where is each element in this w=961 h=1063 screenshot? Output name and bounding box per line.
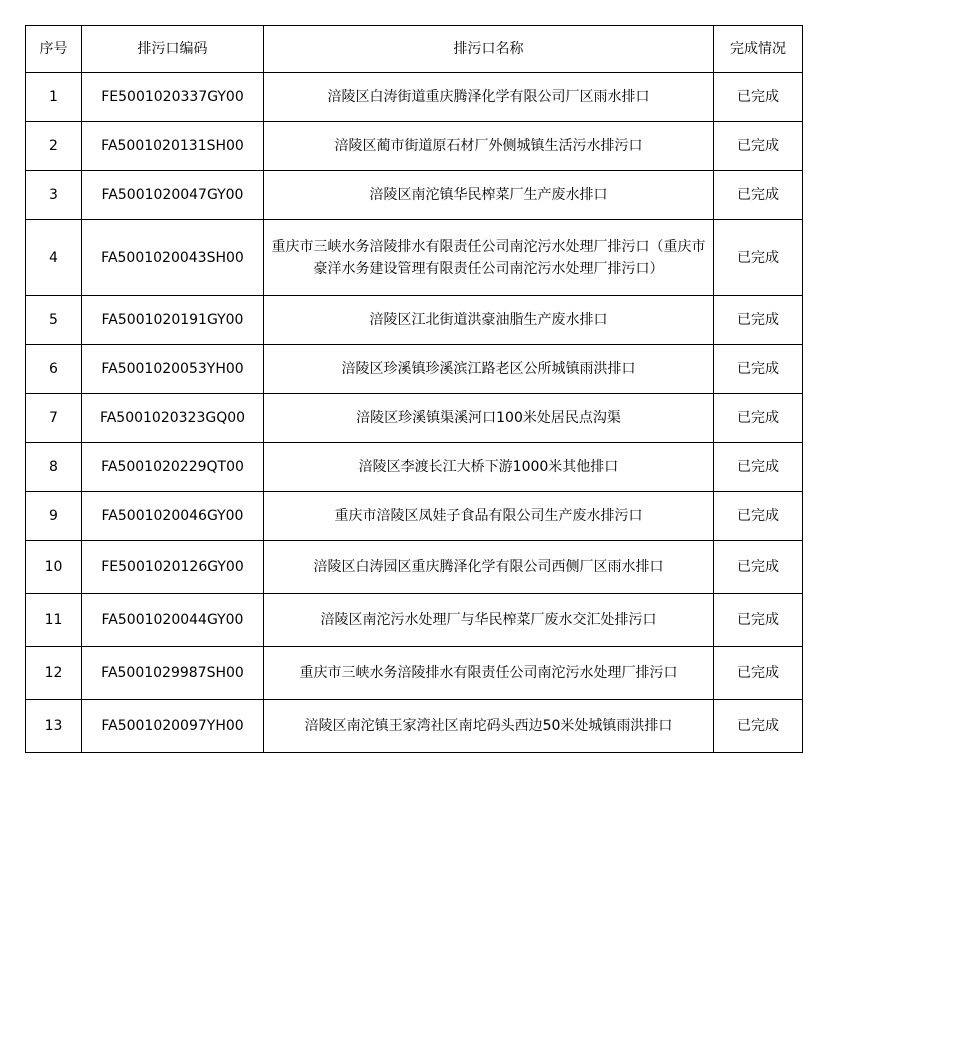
name-cell: 涪陵区珍溪镇珍溪滨江路老区公所城镇雨洪排口 — [264, 345, 714, 394]
table-row — [26, 594, 803, 647]
seq-cell: 8 — [26, 443, 82, 492]
status-cell: 已完成 — [714, 73, 803, 122]
seq-cell: 7 — [26, 394, 82, 443]
code-cell: FA5001020044GY00 — [82, 594, 264, 647]
header-code: 排污口编码 — [82, 26, 264, 73]
seq-cell: 4 — [26, 220, 82, 296]
header-name: 排污口名称 — [264, 26, 714, 73]
name-cell: 涪陵区白涛街道重庆腾泽化学有限公司厂区雨水排口 — [264, 73, 714, 122]
seq-cell: 9 — [26, 492, 82, 541]
header-status: 完成情况 — [714, 26, 803, 73]
name-cell: 涪陵区李渡长江大桥下游1000米其他排口 — [264, 443, 714, 492]
code-cell: FA5001020046GY00 — [82, 492, 264, 541]
table-row — [26, 345, 803, 394]
status-cell: 已完成 — [714, 345, 803, 394]
seq-cell: 1 — [26, 73, 82, 122]
seq-cell: 6 — [26, 345, 82, 394]
name-cell: 涪陵区白涛园区重庆腾泽化学有限公司西侧厂区雨水排口 — [264, 541, 714, 594]
table-row — [26, 443, 803, 492]
name-cell: 涪陵区南沱镇华民榨菜厂生产废水排口 — [264, 171, 714, 220]
code-cell: FA5001029987SH00 — [82, 647, 264, 700]
code-cell: FA5001020047GY00 — [82, 171, 264, 220]
status-cell: 已完成 — [714, 220, 803, 296]
seq-cell: 13 — [26, 700, 82, 753]
header-seq: 序号 — [26, 26, 82, 73]
outlet-table — [25, 25, 803, 753]
name-cell: 重庆市涪陵区凤娃子食品有限公司生产废水排污口 — [264, 492, 714, 541]
table-row — [26, 700, 803, 753]
name-cell: 涪陵区南沱镇王家湾社区南坨码头西边50米处城镇雨洪排口 — [264, 700, 714, 753]
name-cell: 涪陵区南沱污水处理厂与华民榨菜厂废水交汇处排污口 — [264, 594, 714, 647]
seq-cell: 12 — [26, 647, 82, 700]
code-cell: FA5001020131SH00 — [82, 122, 264, 171]
table-header-row — [26, 26, 803, 73]
table-row — [26, 73, 803, 122]
name-cell: 重庆市三峡水务涪陵排水有限责任公司南沱污水处理厂排污口（重庆市豪洋水务建设管理有限责任公司南沱污水处理厂排污口） — [264, 220, 714, 296]
name-cell: 涪陵区江北街道洪豪油脂生产废水排口 — [264, 296, 714, 345]
seq-cell: 10 — [26, 541, 82, 594]
status-cell: 已完成 — [714, 296, 803, 345]
table-row — [26, 296, 803, 345]
table-row — [26, 171, 803, 220]
seq-cell: 2 — [26, 122, 82, 171]
table-row — [26, 394, 803, 443]
name-cell: 涪陵区蔺市街道原石材厂外侧城镇生活污水排污口 — [264, 122, 714, 171]
code-cell: FE5001020337GY00 — [82, 73, 264, 122]
code-cell: FA5001020043SH00 — [82, 220, 264, 296]
name-cell: 重庆市三峡水务涪陵排水有限责任公司南沱污水处理厂排污口 — [264, 647, 714, 700]
code-cell: FA5001020053YH00 — [82, 345, 264, 394]
status-cell: 已完成 — [714, 443, 803, 492]
status-cell: 已完成 — [714, 700, 803, 753]
code-cell: FA5001020323GQ00 — [82, 394, 264, 443]
name-cell: 涪陵区珍溪镇渠溪河口100米处居民点沟渠 — [264, 394, 714, 443]
code-cell: FA5001020229QT00 — [82, 443, 264, 492]
status-cell: 已完成 — [714, 594, 803, 647]
seq-cell: 11 — [26, 594, 82, 647]
status-cell: 已完成 — [714, 541, 803, 594]
status-cell: 已完成 — [714, 394, 803, 443]
table-row — [26, 541, 803, 594]
status-cell: 已完成 — [714, 492, 803, 541]
code-cell: FA5001020097YH00 — [82, 700, 264, 753]
table-row — [26, 492, 803, 541]
table-row — [26, 220, 803, 296]
code-cell: FE5001020126GY00 — [82, 541, 264, 594]
seq-cell: 5 — [26, 296, 82, 345]
status-cell: 已完成 — [714, 122, 803, 171]
table-row — [26, 647, 803, 700]
status-cell: 已完成 — [714, 647, 803, 700]
table-row — [26, 122, 803, 171]
status-cell: 已完成 — [714, 171, 803, 220]
code-cell: FA5001020191GY00 — [82, 296, 264, 345]
seq-cell: 3 — [26, 171, 82, 220]
